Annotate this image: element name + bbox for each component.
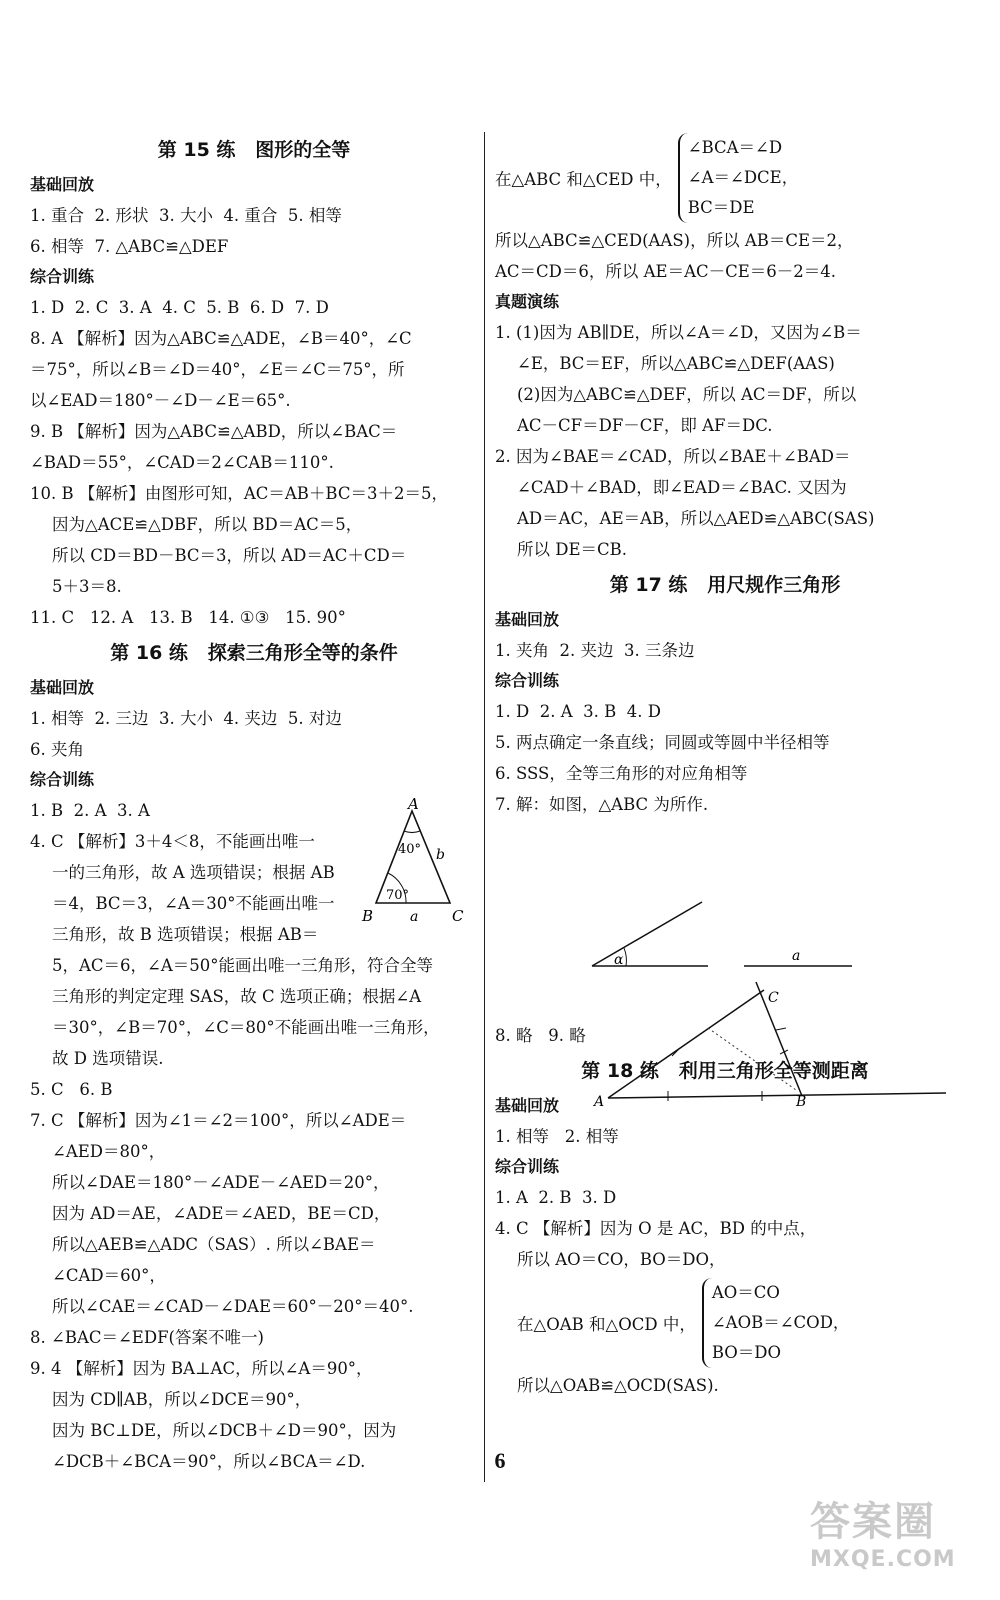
s15-answer-line: ∠BAD＝55°，∠CAD＝2∠CAB＝110°. <box>30 453 334 472</box>
s15-answer-line: 9. B 【解析】因为△ABC≌△ABD，所以∠BAC＝ <box>30 422 398 441</box>
side-ac <box>608 990 764 1098</box>
s16-answer-line: 所以∠DAE＝180°－∠ADE－∠AED＝20°， <box>52 1173 390 1192</box>
s16-answer-line: 三角形的判定定理 SAS，故 C 选项正确；根据∠A <box>52 987 422 1006</box>
s18-answer-line: 1. A 2. B 3. D <box>495 1188 617 1207</box>
s16-answer-line: 7. C 【解析】因为∠1＝∠2＝100°，所以∠ADE＝ <box>30 1111 407 1130</box>
side-b-label: b <box>436 847 445 863</box>
s15-answer-line: 5＋3＝8. <box>52 577 122 596</box>
s17-answer-line: 8. 略 9. 略 <box>495 1026 586 1045</box>
angle-a-arc <box>404 831 420 833</box>
s16-answer-line: 5，AC＝6，∠A＝50°能画出唯一三角形，符合全等 <box>52 956 434 975</box>
s15-answer-line: 因为△ACE≌△DBF，所以 BD＝AC＝5， <box>52 515 363 534</box>
s17-answer-line: 7. 解：如图，△ABC 为所作. <box>495 795 709 814</box>
condition-line: ∠AOB＝∠COD， <box>711 1312 850 1332</box>
s15-answer-line: ＝75°，所以∠B＝∠D＝40°，∠E＝∠C＝75°，所 <box>30 360 405 379</box>
section-15-title: 第 15 练 图形的全等 <box>157 139 351 161</box>
angle-ray-upper <box>592 902 702 966</box>
s16-answer-line: ∠AED＝80°， <box>52 1142 166 1161</box>
condition-line: BO＝DO <box>711 1342 782 1362</box>
s16-basic-line: 6. 夹角 <box>30 740 84 759</box>
s16-answer-line: 所以△AEB≌△ADC（SAS）. 所以∠BAE＝ <box>52 1235 376 1254</box>
s16-answer-line: 所以∠CAE＝∠CAD－∠DAE＝60°－20°＝40°. <box>52 1297 414 1316</box>
s16-answer-line: 4. C 【解析】3＋4＜8，不能画出唯一 <box>30 832 315 851</box>
s16-answer-line: 9. 4 【解析】因为 BA⊥AC，所以∠A＝90°， <box>30 1359 373 1378</box>
tick-mark <box>776 1028 786 1030</box>
condition-line: AO＝CO <box>711 1282 780 1302</box>
s15-comprehensive-heading: 综合训练 <box>30 267 95 286</box>
vertex-c-label: C <box>452 907 464 925</box>
exam-line: AD＝AC，AE＝AB，所以△AED≌△ABC(SAS) <box>517 509 875 528</box>
triangle-conditions-block <box>495 130 955 225</box>
s15-basic-heading: 基础回放 <box>30 175 95 194</box>
side-bc <box>756 982 802 1096</box>
point-b-label: B <box>796 1094 807 1108</box>
left-column <box>30 130 478 1477</box>
side-a-label: a <box>410 909 419 925</box>
s15-answer-line: 8. A 【解析】因为△ABC≌△ADE，∠B＝40°，∠C <box>30 329 412 348</box>
watermark-logo: 答案圈 <box>810 1499 936 1545</box>
section-17-title: 第 17 练 用尺规作三角形 <box>609 574 841 596</box>
exam-line: 2. 因为∠BAE＝∠CAD，所以∠BAE＋∠BAD＝ <box>495 447 851 466</box>
s16-answer-line: ＝4，BC＝3，∠A＝30°不能画出唯一 <box>52 894 335 913</box>
s15-basic-line: 6. 相等 7. △ABC≌△DEF <box>30 237 229 256</box>
angle-a-value: 40° <box>398 842 422 857</box>
segment-a-label: a <box>792 948 801 964</box>
s16-comprehensive-heading: 综合训练 <box>30 770 95 789</box>
alpha-arc <box>624 948 626 966</box>
s16-answer-line: 三角形，故 B 选项错误；根据 AB＝ <box>52 925 319 944</box>
s18-condition-brace <box>702 1278 850 1368</box>
conclusion-line: 所以△ABC≌△CED(AAS)，所以 AB＝CE＝2， <box>495 231 854 250</box>
s16-answer-line: 故 D 选项错误. <box>52 1049 164 1068</box>
s16-answer-line: 因为 BC⊥DE，所以∠DCB＋∠D＝90°，因为 <box>52 1421 397 1440</box>
s18-basic-line: 1. 相等 2. 相等 <box>495 1127 619 1146</box>
s16-answer-line: ∠DCB＋∠BCA＝90°，所以∠BCA＝∠D. <box>52 1452 366 1471</box>
s15-answer-line: 以∠EAD＝180°－∠D－∠E＝65°. <box>30 391 291 410</box>
point-a-label: A <box>594 1094 605 1108</box>
s15-answer-line: 11. C 12. A 13. B 14. ①③ 15. 90° <box>30 608 346 627</box>
watermark-url: MXQE.COM <box>810 1547 956 1572</box>
s18-brace-lead: 在△OAB 和△OCD 中， <box>517 1314 696 1334</box>
section-18-title: 第 18 练 利用三角形全等测距离 <box>581 1060 869 1082</box>
column-divider <box>484 132 485 1482</box>
page-number: 6 <box>494 1448 506 1473</box>
exam-line: 所以 DE＝CB. <box>517 540 628 559</box>
s17-answer-line: 5. 两点确定一条直线；同圆或等圆中半径相等 <box>495 733 830 752</box>
s18-conditions-block <box>495 1275 955 1370</box>
right-column <box>495 130 955 1401</box>
s15-basic-line: 1. 重合 2. 形状 3. 大小 4. 重合 5. 相等 <box>30 206 342 225</box>
conclusion-line: AC＝CD＝6，所以 AE＝AC－CE＝6－2＝4. <box>495 262 837 281</box>
s17-answer-line: 1. D 2. A 3. B 4. D <box>495 702 661 721</box>
angle-b-value: 70° <box>386 888 410 903</box>
condition-line: ∠BCA＝∠D <box>687 137 783 157</box>
s16-answer-line: ＝30°，∠B＝70°，∠C＝80°不能画出唯一三角形， <box>52 1018 440 1037</box>
s16-answer-line: 一的三角形，故 A 选项错误；根据 AB <box>52 863 335 882</box>
vertex-b-label: B <box>362 907 374 925</box>
s18-basic-heading: 基础回放 <box>495 1096 560 1115</box>
triangle-figure <box>348 797 484 927</box>
s18-comprehensive-heading: 综合训练 <box>495 1157 560 1176</box>
watermark <box>810 1490 980 1572</box>
condition-line: BC＝DE <box>687 197 755 217</box>
s16-answer-line: 5. C 6. B <box>30 1080 113 1099</box>
s17-basic-line: 1. 夹角 2. 夹边 3. 三条边 <box>495 641 695 660</box>
s17-basic-heading: 基础回放 <box>495 610 560 629</box>
s18-answer-line: 4. C 【解析】因为 O 是 AC，BD 的中点， <box>495 1219 817 1238</box>
s16-answer-line: 8. ∠BAC＝∠EDF(答案不唯一) <box>30 1328 264 1347</box>
exam-line: ∠E，BC＝EF，所以△ABC≌△DEF(AAS) <box>517 354 835 373</box>
s16-answer-line: 因为 CD∥AB，所以∠DCE＝90°， <box>52 1390 312 1409</box>
exam-line: (2)因为△ABC≌△DEF，所以 AC＝DF，所以 <box>517 385 857 404</box>
s16-basic-line: 1. 相等 2. 三边 3. 大小 4. 夹边 5. 对边 <box>30 709 342 728</box>
s17-comprehensive-heading: 综合训练 <box>495 671 560 690</box>
exam-line: 1. (1)因为 AB∥DE，所以∠A＝∠D，又因为∠B＝ <box>495 323 862 342</box>
s16-answer-line: 1. B 2. A 3. A <box>30 801 150 820</box>
s17-answer-line: 6. SSS，全等三角形的对应角相等 <box>495 764 748 783</box>
construction-figure <box>590 898 950 1108</box>
brace-lead-text: 在△ABC 和△CED 中， <box>495 169 672 189</box>
s18-answer-line: 所以△OAB≌△OCD(SAS). <box>517 1376 719 1395</box>
point-c-label: C <box>768 990 779 1006</box>
exam-practice-heading: 真题演练 <box>495 292 560 311</box>
s16-basic-heading: 基础回放 <box>30 678 95 697</box>
condition-brace <box>678 133 798 223</box>
alpha-label: α <box>614 952 624 968</box>
exam-line: ∠CAD＋∠BAD，即∠EAD＝∠BAC. 又因为 <box>517 478 847 497</box>
section-16-title: 第 16 练 探索三角形全等的条件 <box>110 642 398 664</box>
condition-line: ∠A＝∠DCE， <box>687 167 799 187</box>
s15-answer-line: 所以 CD＝BD－BC＝3，所以 AD＝AC＋CD＝ <box>52 546 407 565</box>
exam-line: AC－CF＝DF－CF，即 AF＝DC. <box>517 416 773 435</box>
base-ray <box>608 1093 946 1098</box>
s16-answer-line: 因为 AD＝AE，∠ADE＝∠AED，BE＝CD， <box>52 1204 391 1223</box>
s15-answer-line: 1. D 2. C 3. A 4. C 5. B 6. D 7. D <box>30 298 329 317</box>
s15-answer-line: 10. B 【解析】由图形可知，AC＝AB＋BC＝3＋2＝5， <box>30 484 448 503</box>
dotted-aux-line <box>708 1028 796 1090</box>
vertex-a-label: A <box>408 797 419 813</box>
s16-answer-line: ∠CAD＝60°， <box>52 1266 166 1285</box>
s18-answer-line: 所以 AO＝CO，BO＝DO， <box>517 1250 726 1269</box>
